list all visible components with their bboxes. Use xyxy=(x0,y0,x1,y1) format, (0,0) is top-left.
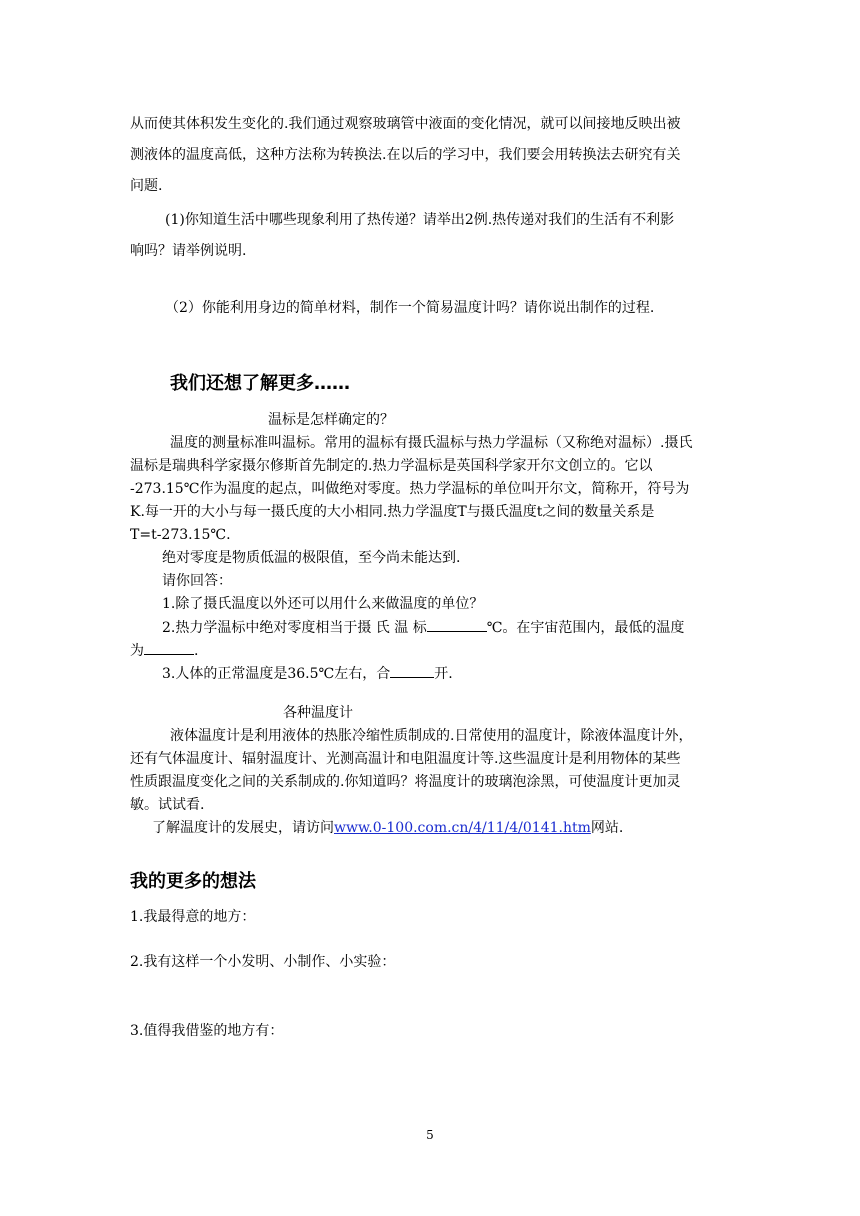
intro-line-2: 测液体的温度高低，这种方法称为转换法.在以后的学习中，我们要会用转换法去研究有关 xyxy=(130,147,681,163)
intro-line-1: 从而使其体积发生变化的.我们通过观察玻璃管中液面的变化情况，就可以间接地反映出被 xyxy=(130,116,681,132)
answer-question-3-prefix: 3.人体的正常温度是36.5℃左右，合 xyxy=(162,666,391,682)
scale-title: 温标是怎样确定的？ xyxy=(268,412,394,428)
answer-question-2-prefix: 2.热力学温标中绝对零度相当于摄 氏 温 标 xyxy=(162,620,427,636)
question-2: （2）你能利用身边的简单材料，制作一个简易温度计吗？请你说出制作的过程. xyxy=(165,300,655,316)
scale-paragraph-line-5: T=t-273.15℃. xyxy=(130,527,231,543)
idea-item-3: 3.值得我借鉴的地方有： xyxy=(130,1023,284,1039)
fill-blank-lowest-temperature[interactable] xyxy=(144,640,194,655)
more-heading: 我们还想了解更多…… xyxy=(170,373,350,394)
idea-item-1: 1.我最得意的地方： xyxy=(130,909,256,925)
visit-suffix: 网站. xyxy=(590,820,624,836)
ideas-heading: 我的更多的想法 xyxy=(130,871,256,892)
answer-question-2-line-2-suffix: . xyxy=(194,643,199,659)
answer-question-2-suffix: ℃。在宇宙范围内，最低的温度 xyxy=(486,620,685,636)
scale-paragraph-line-2: 温标是瑞典科学家摄尔修斯首先制定的.热力学温标是英国科学家开尔文创立的。它以 xyxy=(130,458,653,474)
idea-item-2: 2.我有这样一个小发明、小制作、小实验： xyxy=(130,954,396,970)
answer-prompt: 请你回答： xyxy=(162,573,232,589)
fill-blank-celsius[interactable] xyxy=(427,617,487,632)
answer-question-2 xyxy=(162,617,684,638)
question-1-line-2: 响吗？请举例说明. xyxy=(130,243,247,259)
thermometer-paragraph-line-1: 液体温度计是利用液体的热胀冷缩性质制成的.日常使用的温度计，除液体温度计外， xyxy=(170,728,693,744)
absolute-zero-note: 绝对零度是物质低温的极限值，至今尚未能达到. xyxy=(162,550,461,566)
answer-question-1: 1.除了摄氏温度以外还可以用什么来做温度的单位？ xyxy=(162,596,484,612)
scale-paragraph-line-4: K.每一开的大小与每一摄氏度的大小相同.热力学温度T与摄氏温度t之间的数量关系是 xyxy=(130,504,655,520)
scale-paragraph-line-1: 温度的测量标准叫温标。常用的温标有摄氏温标与热力学温标（又称绝对温标）.摄氏 xyxy=(170,435,693,451)
thermometer-history-link[interactable]: www.0-100.com.cn/4/11/4/0141.htm xyxy=(334,820,591,836)
thermometer-paragraph-line-3: 性质跟温度变化之间的关系制成的.你知道吗？将温度计的玻璃泡涂黑，可使温度计更加灵 xyxy=(130,774,681,790)
visit-prefix: 了解温度计的发展史，请访问 xyxy=(152,820,334,836)
answer-question-3-suffix: 开. xyxy=(434,666,453,682)
thermometer-paragraph-line-2: 还有气体温度计、辐射温度计、光测高温计和电阻温度计等.这些温度计是利用物体的某些 xyxy=(130,751,681,767)
page-number: 5 xyxy=(426,1128,434,1142)
visit-website-line xyxy=(152,818,623,838)
answer-question-2-line-2 xyxy=(130,640,198,661)
answer-question-3 xyxy=(162,663,453,684)
fill-blank-kelvin[interactable] xyxy=(390,663,434,678)
thermometer-paragraph-line-4: 敏。试试看. xyxy=(130,797,205,813)
scale-paragraph-line-3: -273.15℃作为温度的起点，叫做绝对零度。热力学温标的单位叫开尔文，简称开，符号为 xyxy=(130,481,690,497)
intro-line-3: 问题. xyxy=(130,178,163,194)
thermometer-title: 各种温度计 xyxy=(283,705,353,721)
question-1-line-1: (1)你知道生活中哪些现象利用了热传递？请举出2例.热传递对我们的生活有不利影 xyxy=(165,212,675,228)
answer-question-2-line-2-prefix: 为 xyxy=(130,643,144,659)
